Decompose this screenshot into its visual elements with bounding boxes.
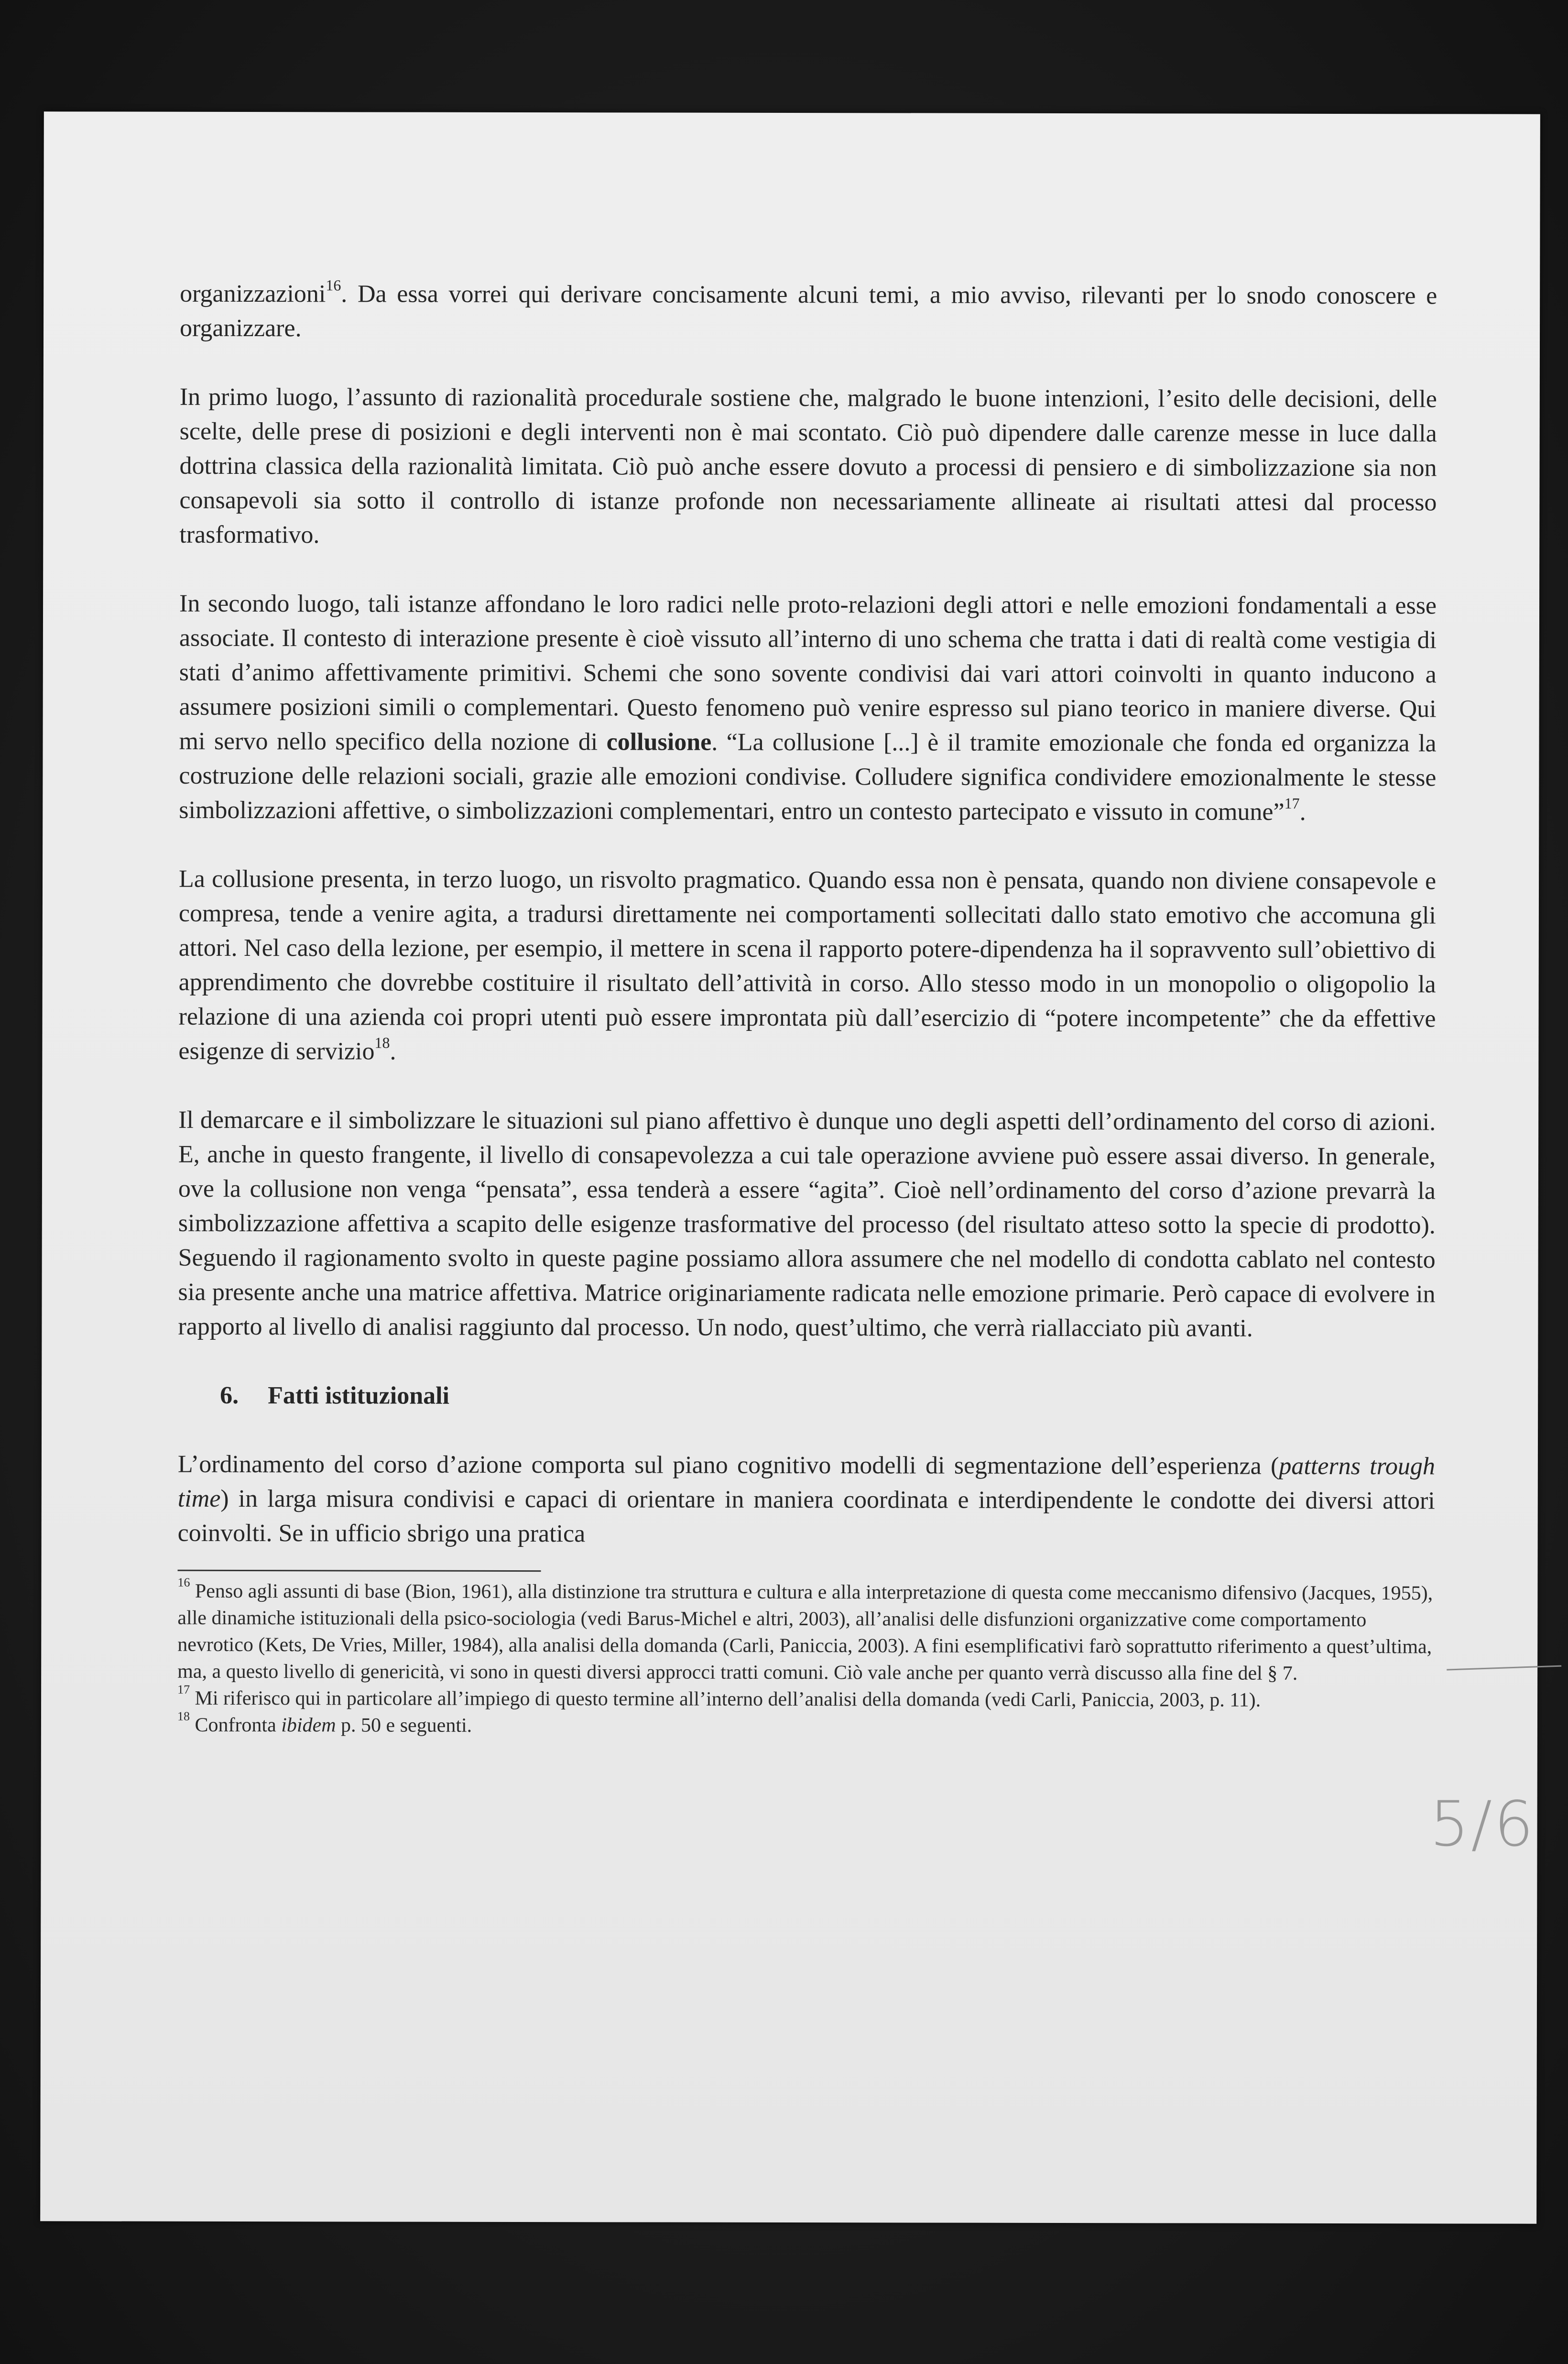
- term-collusione: collusione: [606, 728, 712, 756]
- footnote-separator: [178, 1570, 541, 1572]
- term-patterns: patterns trough time: [177, 1452, 1435, 1512]
- footnote-18-italic: ibidem: [281, 1714, 336, 1737]
- page-content: [177, 277, 1437, 1741]
- paper-sheet: [40, 111, 1540, 2223]
- footnote-ref-17: 17: [1284, 794, 1300, 812]
- paragraph-3: [179, 587, 1437, 830]
- footnote-ref-18: 18: [374, 1034, 390, 1051]
- footnote-16-number: 16: [177, 1575, 190, 1589]
- footnote-16-text: Penso agli assunti di base (Bion, 1961), alla distinzione tra struttura e cultura e alla interpretazione di questa come meccanismo difensivo (Jacques, 1955), alle dinamiche istituzionali della psico-sociologia (vedi Barus-Michel e altri, 2003), all’analisi delle disfunzioni organizzative come comportamento nevrotico (Kets, De Vries, Miller, 1984), alla analisi della domanda (Carli, Paniccia, 2003). A fini esemplificativi farò soprattutto riferimento a quest’ultima, ma, a questo livello di genericità, vi sono in questi diversi approcci tratti comuni. Ciò vale anche per quanto verrà discusso alla fine del § 7.: [177, 1580, 1433, 1685]
- paragraph-3-quote: . “La collusione [...] è il tramite emozionale che fonda ed organizza la costruzione delle relazioni sociali, grazie alle emozioni condivise. Colludere significa condividere emozionalmente le stesse simbolizzazioni affettive, o simbolizzazioni complementari, entro un contesto partecipato e vissuto in comune”: [179, 728, 1437, 826]
- paragraph-4-text: La collusione presenta, in terzo luogo, un risvolto pragmatico. Quando essa non è pensata, quando non diviene consapevole e compresa, tende a venire agita, a tradursi direttamente nei comportamenti sollecitati dallo stato emotivo che accomuna gli attori. Nel caso della lezione, per esempio, il mettere in scena il rapporto potere-dipendenza ha il sopravvento sull’obiettivo di apprendimento che dovrebbe costituire il risultato dell’attività in corso. Allo stesso modo in un monopolio o oligopolio la relazione di una azienda coi propri utenti può essere improntata più dall’esercizio di “potere incompetente” che da effettive esigenze di servizio: [178, 865, 1437, 1065]
- section-number: 6.: [220, 1381, 239, 1409]
- paragraph-1-text-after: . Da essa vorrei qui derivare concisamente alcuni temi, a mio avviso, rilevanti per lo snodo conoscere e organizzare.: [180, 280, 1437, 342]
- paragraph-1-text: organizzazioni: [180, 280, 326, 308]
- footnote-18: [177, 1709, 1435, 1741]
- footnote-ref-16: 16: [326, 276, 341, 294]
- paragraph-3-end: .: [1299, 798, 1306, 826]
- paragraph-5: Il demarcare e il simbolizzare le situazioni sul piano affettivo è dunque uno degli aspetti dell’ordinamento del corso di azioni. E, anche in questo frangente, il livello di consapevolezza a cui tale operazione avviene può essere assai diverso. In generale, ove la collusione non venga “pensata”, essa tenderà a essere “agita”. Cioè nell’ordinamento del corso d’azione prevarrà la simbolizzazione affettiva a scapito delle esigenze trasformative del processo (del risultato atteso sotto la specie di prodotto). Seguendo il ragionamento svolto in queste pagine possiamo allora assumere che nel modello di condotta cablato nel contesto sia presente anche una matrice affettiva. Matrice originariamente radicata nelle emozione primarie. Però capace di evolvere in rapporto al livello di analisi raggiunto dal processo. Un nodo, quest’ultimo, che verrà riallacciato più avanti.: [178, 1106, 1436, 1342]
- handwritten-page-mark: 5/6: [1429, 1787, 1535, 1861]
- footnote-17-text: Mi riferisco qui in particolare all’impiego di questo termine all’interno dell’analisi della domanda (vedi Carli, Paniccia, 2003, p. 11).: [190, 1687, 1261, 1711]
- footnote-17-number: 17: [177, 1682, 190, 1696]
- paragraph-6: [178, 1447, 1435, 1553]
- paragraph-2: In primo luogo, l’assunto di razionalità procedurale sostiene che, malgrado le buone intenzioni, l’esito delle decisioni, delle scelte, delle prese di posizioni e degli interventi non è mai scontato. Ciò può dipendere dalle carenze messe in luce dalla dottrina classica della razionalità limitata. Ciò può anche essere dovuto a processi di pensiero e di simbolizzazione sia non consapevoli sia sotto il controllo di istanze profonde non necessariamente allineate ai risultati attesi dal processo trasformativo.: [179, 383, 1437, 549]
- section-title: Fatti istituzionali: [268, 1382, 450, 1410]
- paragraph-3-text: In secondo luogo, tali istanze affondano le loro radici nelle proto-relazioni degli attori e nelle emozioni fondamentali a esse associate. Il contesto di interazione presente è cioè vissuto all’interno di uno schema che tratta i dati di realtà come vestigia di stati d’animo affettivamente primitivi. Schemi che sono sovente condivisi dai vari attori coinvolti in quanto inducono a assumere posizioni simili o complementari. Questo fenomeno può venire espresso sul piano teorico in maniere diverse. Qui mi servo nello specifico della nozione di: [179, 590, 1437, 756]
- footnote-18-text-after: p. 50 e seguenti.: [336, 1714, 472, 1737]
- footnote-17: [177, 1682, 1435, 1714]
- footnote-18-text: Confronta: [189, 1714, 282, 1737]
- paragraph-4: [178, 862, 1436, 1071]
- footnote-18-number: 18: [177, 1709, 190, 1723]
- section-heading: [220, 1379, 1435, 1415]
- paragraph-4-end: .: [390, 1038, 396, 1065]
- footnote-16: [177, 1575, 1435, 1687]
- paragraph-1: [180, 277, 1437, 348]
- paragraph-6-text: L’ordinamento del corso d’azione comporta sul piano cognitivo modelli di segmentazione dell’esperienza (: [177, 1450, 1279, 1480]
- paragraph-6-text-after: ) in larga misura condivisi e capaci di orientare in maniera coordinata e interdipendente le condotte dei diversi attori coinvolti. Se in ufficio sbrigo una pratica: [177, 1485, 1435, 1548]
